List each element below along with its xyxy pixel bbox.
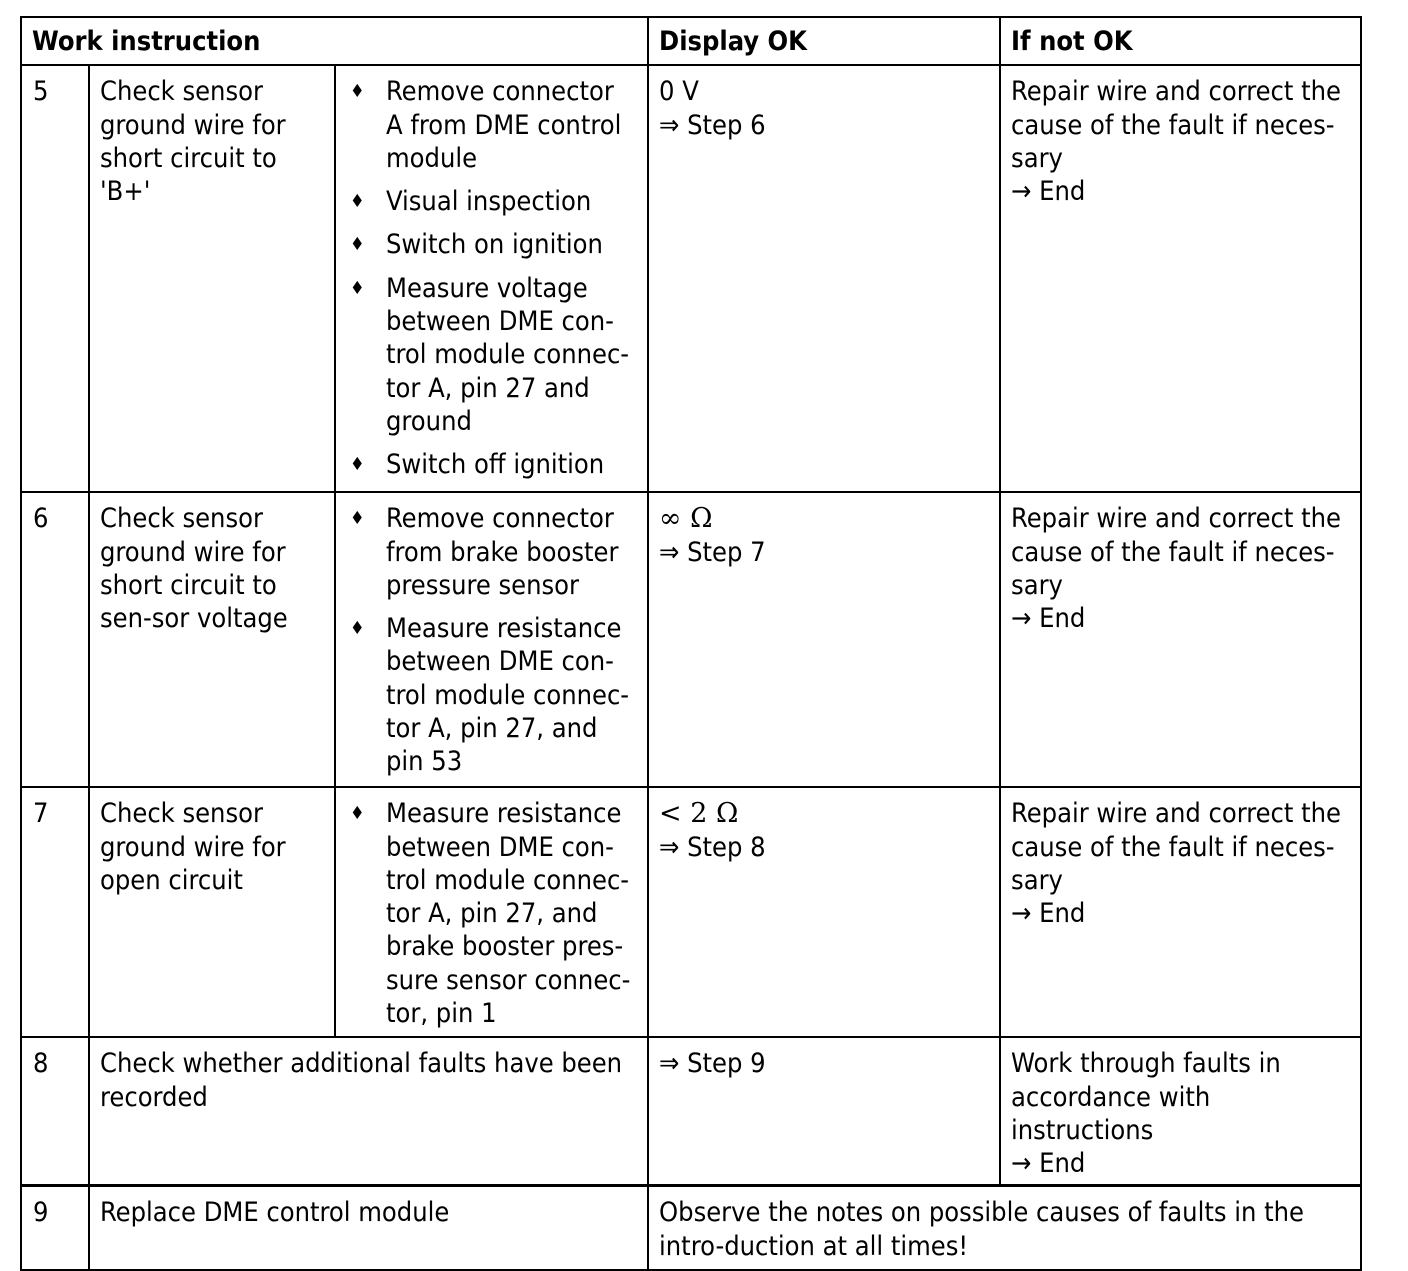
step-check: Check sensor ground wire for open circuit (89, 787, 335, 1037)
display-ok-cell (648, 1037, 1000, 1186)
step-number: 7 (21, 787, 89, 1037)
diamond-bullet-icon: ♦ (350, 81, 365, 103)
action-item: ♦ Switch on ignition (350, 229, 603, 261)
action-item: ♦ Measure voltage between DME con-trol module connec-tor A, pin 27 and ground (350, 272, 630, 437)
step-note: Observe the notes on possible causes of faults in the intro-duction at all times! (648, 1186, 1361, 1270)
if-not-ok-cell (1000, 65, 1361, 492)
header-display-ok: Display OK (648, 17, 1000, 65)
not-ok-text: Repair wire and correct the cause of the fault if neces-sary (1011, 76, 1341, 174)
step-number: 5 (21, 65, 89, 492)
step-instruction: Replace DME control module (89, 1186, 648, 1270)
not-ok-next: → End (1011, 176, 1086, 208)
diamond-bullet-icon: ♦ (350, 454, 365, 476)
step-number: 8 (21, 1037, 89, 1186)
header-work-instruction: Work instruction (21, 17, 648, 65)
display-value: ∞ Ω (659, 503, 713, 535)
header-if-not-ok: If not OK (1000, 17, 1361, 65)
not-ok-text: Repair wire and correct the cause of the fault if neces-sary (1011, 798, 1341, 896)
step-instruction: Check whether additional faults have been recorded (89, 1037, 648, 1186)
diamond-bullet-icon: ♦ (350, 277, 365, 299)
step-actions (335, 787, 648, 1037)
display-next-step: ⇒ Step 9 (659, 1048, 766, 1080)
not-ok-next: → End (1011, 603, 1086, 635)
display-ok-cell (648, 787, 1000, 1037)
action-item: ♦ Visual inspection (350, 186, 592, 218)
display-next-step: ⇒ Step 7 (659, 536, 766, 568)
step-check: Check sensor ground wire for short circuit to 'B+' (89, 65, 335, 492)
step-actions (335, 492, 648, 787)
step-number: 9 (21, 1186, 89, 1270)
display-next-step: ⇒ Step 6 (659, 109, 766, 141)
display-ok-cell (648, 65, 1000, 492)
step-check: Check sensor ground wire for short circuit to sen-sor voltage (89, 492, 335, 787)
diamond-bullet-icon: ♦ (350, 803, 365, 825)
diamond-bullet-icon: ♦ (350, 191, 365, 213)
step-actions (335, 65, 648, 492)
display-value: < 2 Ω (659, 798, 739, 830)
not-ok-next: → End (1011, 1148, 1086, 1180)
diamond-bullet-icon: ♦ (350, 618, 365, 640)
display-value: 0 V (659, 76, 699, 108)
table-row-step-7 (21, 787, 1361, 1037)
action-item: ♦ Switch off ignition (350, 449, 605, 481)
diamond-bullet-icon: ♦ (350, 234, 365, 256)
if-not-ok-cell (1000, 492, 1361, 787)
table-row-step-6 (21, 492, 1361, 787)
action-item: ♦ Measure resistance between DME con-trol module connec-tor A, pin 27, and brake booster pres-sure sensor connec-tor, pin 1 (350, 798, 631, 1030)
if-not-ok-cell (1000, 787, 1361, 1037)
action-item: ♦ Remove connector from brake booster pressure sensor (350, 503, 619, 601)
diamond-bullet-icon: ♦ (350, 508, 365, 530)
action-item: ♦ Measure resistance between DME con-trol module connec-tor A, pin 27, and pin 53 (350, 613, 630, 778)
not-ok-next: → End (1011, 898, 1086, 930)
table-row-step-8 (21, 1037, 1361, 1186)
display-ok-cell (648, 492, 1000, 787)
work-instruction-table (20, 16, 1362, 1271)
step-number: 6 (21, 492, 89, 787)
table-row-step-9 (21, 1186, 1361, 1270)
display-next-step: ⇒ Step 8 (659, 831, 766, 863)
table-row-step-5 (21, 65, 1361, 492)
action-item: ♦ Remove connector A from DME control module (350, 76, 622, 174)
header-row (21, 17, 1361, 65)
not-ok-text: Repair wire and correct the cause of the fault if neces-sary (1011, 503, 1341, 601)
not-ok-text: Work through faults in accordance with instructions (1011, 1048, 1281, 1146)
if-not-ok-cell (1000, 1037, 1361, 1186)
